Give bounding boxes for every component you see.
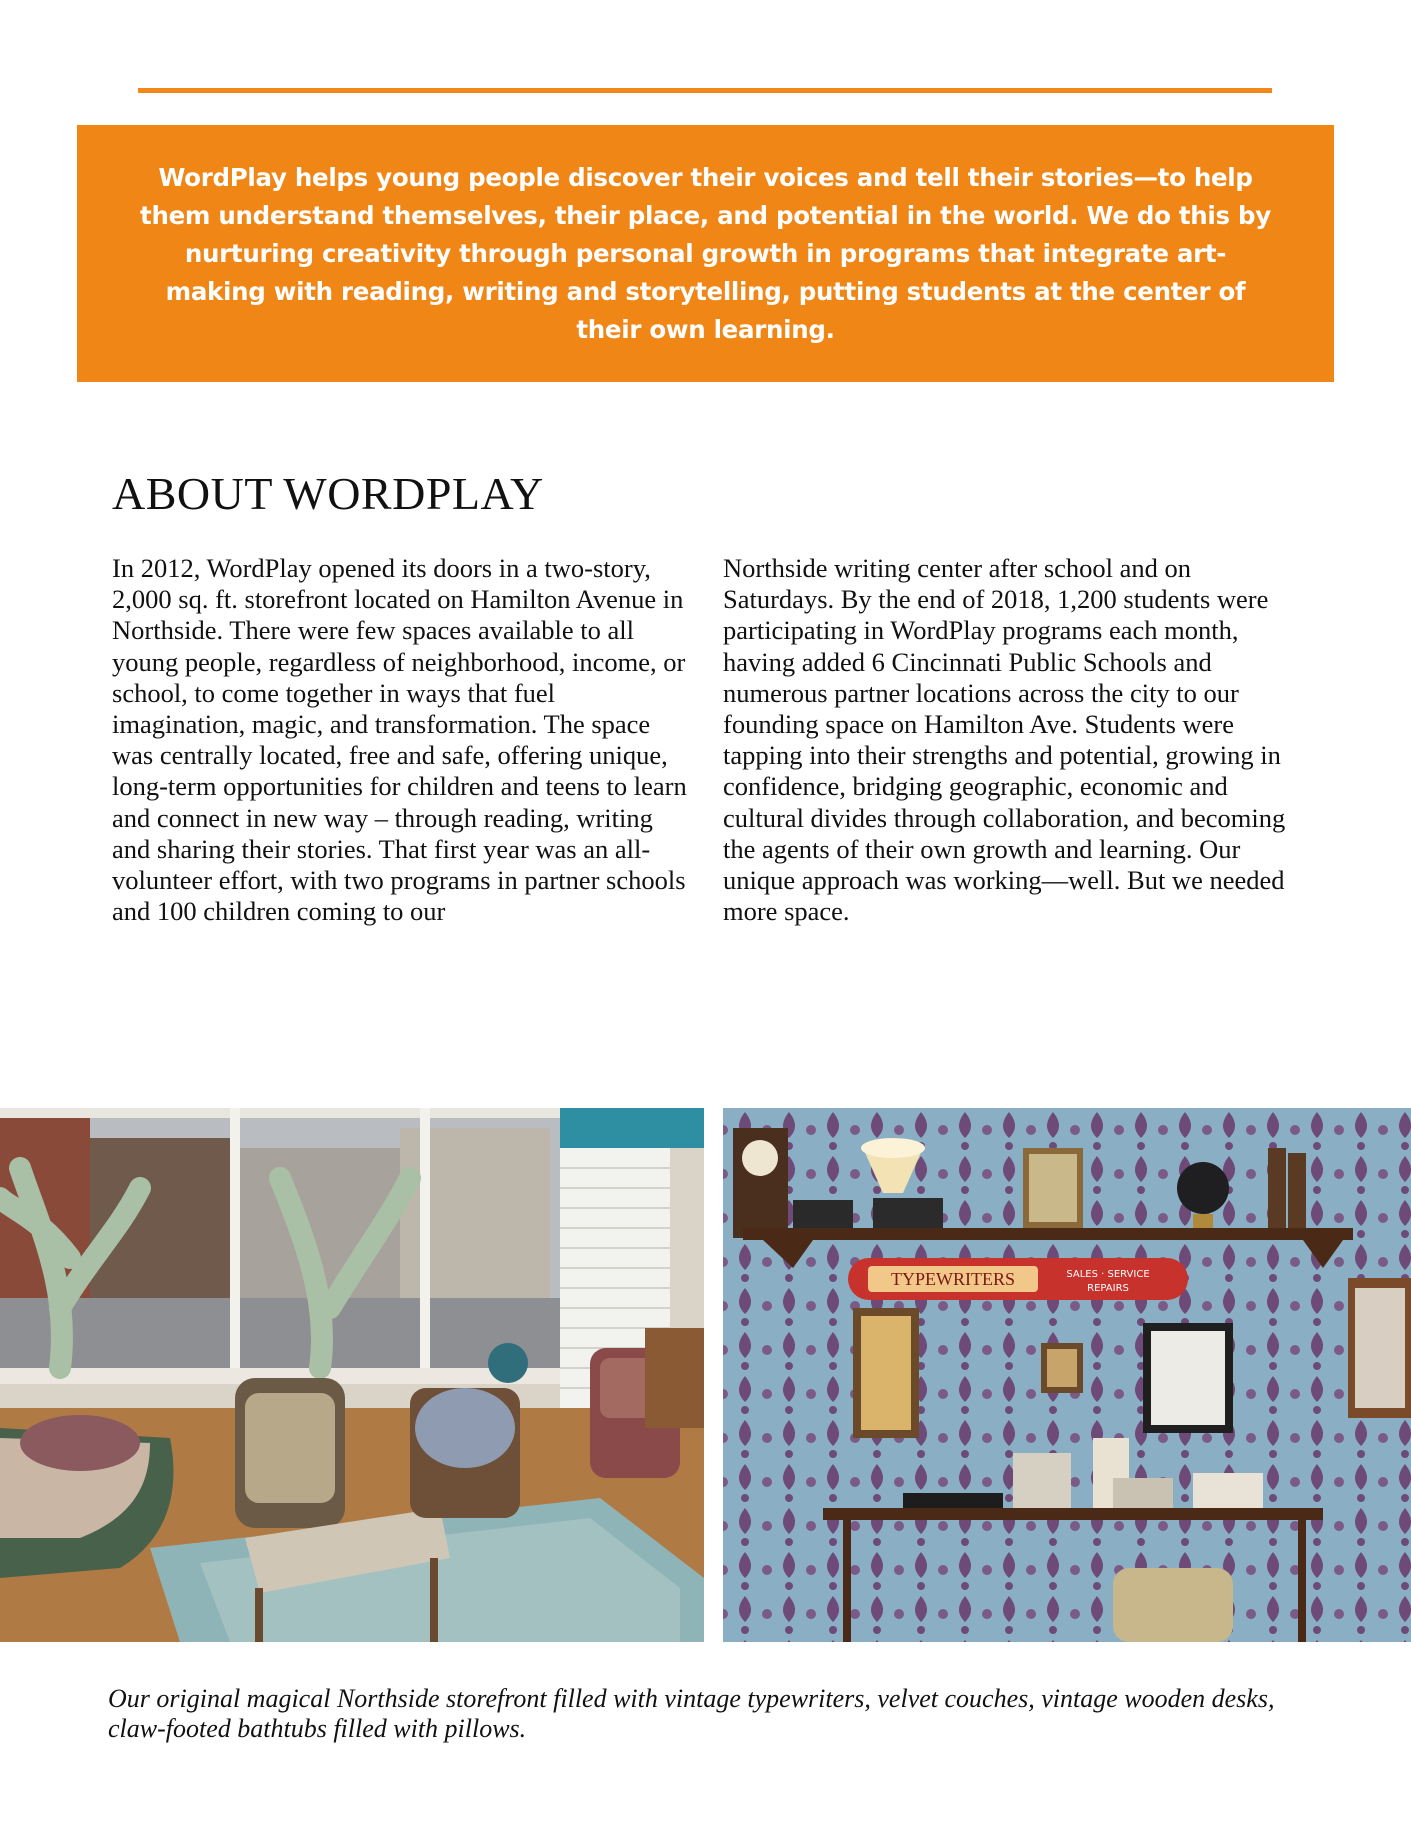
typewriters-sign-text: TYPEWRITERS	[891, 1269, 1015, 1289]
section-heading-about: ABOUT WORDPLAY	[112, 468, 544, 519]
mission-statement-text: WordPlay helps young people discover their voices and tell their stories—to help them understand themselves, their place, and potential in the world. We do this by nurturing creativity through personal growth in programs that integrate art-making with reading, writing and storytelling, putting students at the center of their own learning.	[140, 163, 1271, 344]
about-column-right: Northside writing center after school and on Saturdays. By the end of 2018, 1,200 students were participating in WordPlay programs each month, having added 6 Cincinnati Public Schools and numerous partner locations across the city to our founding space on Hamilton Ave. Students were tapping into their strengths and potential, growing in confidence, bridging geographic, economic and cultural divides through collaboration, and becoming the agents of their own growth and learning. Our unique approach was working—well. But we needed more space.	[723, 553, 1286, 927]
sign-repairs-text: REPAIRS	[1087, 1283, 1129, 1294]
typewriter-wall-photo	[723, 1108, 1411, 1642]
mission-statement-box	[77, 125, 1334, 382]
about-column-left: In 2012, WordPlay opened its doors in a two-story, 2,000 sq. ft. storefront located on Hamilton Avenue in Northside. There were few spaces available to all young people, regardless of neighborhood, income, or school, to come together in ways that fuel imagination, magic, and transformation. The space was centrally located, free and safe, offering unique, long-term opportunities for children and teens to learn and connect in new way – through reading, writing and sharing their stories. That first year was an all-volunteer effort, with two programs in partner schools and 100 children coming to our	[112, 553, 687, 927]
storefront-interior-photo	[0, 1108, 704, 1642]
sign-sales-service-text: SALES · SERVICE	[1066, 1269, 1150, 1280]
photo-caption: Our original magical Northside storefront filled with vintage typewriters, velvet couches, vintage wooden desks, claw-footed bathtubs filled with pillows.	[108, 1684, 1275, 1743]
top-divider-rule	[138, 88, 1272, 93]
